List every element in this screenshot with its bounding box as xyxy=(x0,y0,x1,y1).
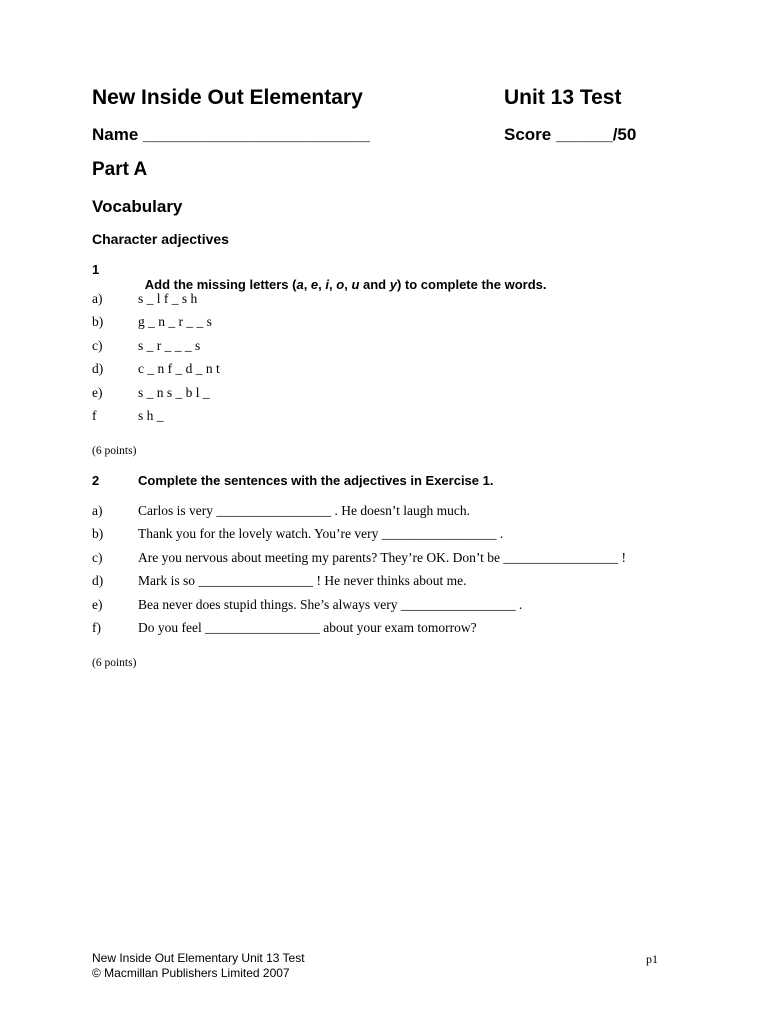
score-field-label: Score ______/50 xyxy=(504,125,637,144)
item-letter: e) xyxy=(92,596,103,612)
page-number: p1 xyxy=(646,952,658,966)
vowel-letter: a xyxy=(296,277,304,292)
item-text: c _ n f _ d _ n t xyxy=(138,361,220,377)
exercise-2-points: (6 points) xyxy=(92,657,137,669)
item-text: s h _ xyxy=(138,408,164,423)
exercise-1-points: (6 points) xyxy=(92,445,137,457)
item-text: s _ l f _ s h xyxy=(138,291,198,306)
section-heading: Vocabulary xyxy=(92,197,183,216)
vowel-separator: , xyxy=(329,277,337,292)
vowel-letter: u xyxy=(351,277,360,292)
item-text: g _ n _ r _ _ s xyxy=(138,314,212,330)
item-text: Thank you for the lovely watch. You’re very _________________ . xyxy=(138,526,504,542)
instruction-prefix: Add the missing letters ( xyxy=(144,277,297,292)
exercise-1-number: 1 xyxy=(92,262,100,277)
vowel-separator: , xyxy=(344,277,352,292)
item-letter: f xyxy=(92,408,97,423)
exercise-2-instruction: Complete the sentences with the adjectives in Exercise 1. xyxy=(138,473,494,488)
vowel-separator: , xyxy=(303,277,311,292)
exercise-2-number: 2 xyxy=(92,473,100,488)
item-text: Mark is so _________________ ! He never thinks about me. xyxy=(138,573,467,589)
item-text: Are you nervous about meeting my parents? They’re OK. Don’t be _________________ ! xyxy=(138,549,627,565)
instruction-suffix: ) to complete the words. xyxy=(396,277,547,292)
item-letter: a) xyxy=(92,503,103,518)
name-field-label: Name ________________________ xyxy=(92,125,370,144)
unit-label: Unit 13 Test xyxy=(504,86,622,109)
footer-copyright: © Macmillan Publishers Limited 2007 xyxy=(92,966,290,980)
part-heading: Part A xyxy=(92,159,148,180)
item-letter: c) xyxy=(92,549,103,565)
vowel-separator: and xyxy=(359,277,390,292)
item-letter: b) xyxy=(92,526,104,542)
subsection-heading: Character adjectives xyxy=(92,231,229,247)
item-letter: e) xyxy=(92,384,103,400)
vowel-letter: e xyxy=(310,277,319,292)
document-title: New Inside Out Elementary xyxy=(92,86,363,109)
item-text: Do you feel _________________ about your exam tomorrow? xyxy=(138,620,477,635)
item-text: s _ r _ _ _ s xyxy=(138,337,201,353)
vowel-separator: , xyxy=(318,277,326,292)
vowel-letter: o xyxy=(336,277,345,292)
item-text: Carlos is very _________________ . He doesn’t laugh much. xyxy=(138,503,470,518)
exercise-1-instruction xyxy=(138,262,546,292)
item-letter: c) xyxy=(92,337,103,353)
item-letter: a) xyxy=(92,291,103,306)
item-letter: d) xyxy=(92,573,104,589)
item-text: s _ n s _ b l _ xyxy=(138,384,210,400)
vowel-letter: y xyxy=(389,277,397,292)
footer-title: New Inside Out Elementary Unit 13 Test xyxy=(92,951,305,965)
item-letter: b) xyxy=(92,314,104,330)
item-letter: f) xyxy=(92,620,101,635)
item-letter: d) xyxy=(92,361,104,377)
vowel-letter: i xyxy=(325,277,330,292)
item-text: Bea never does stupid things. She’s always very _________________ . xyxy=(138,596,523,612)
